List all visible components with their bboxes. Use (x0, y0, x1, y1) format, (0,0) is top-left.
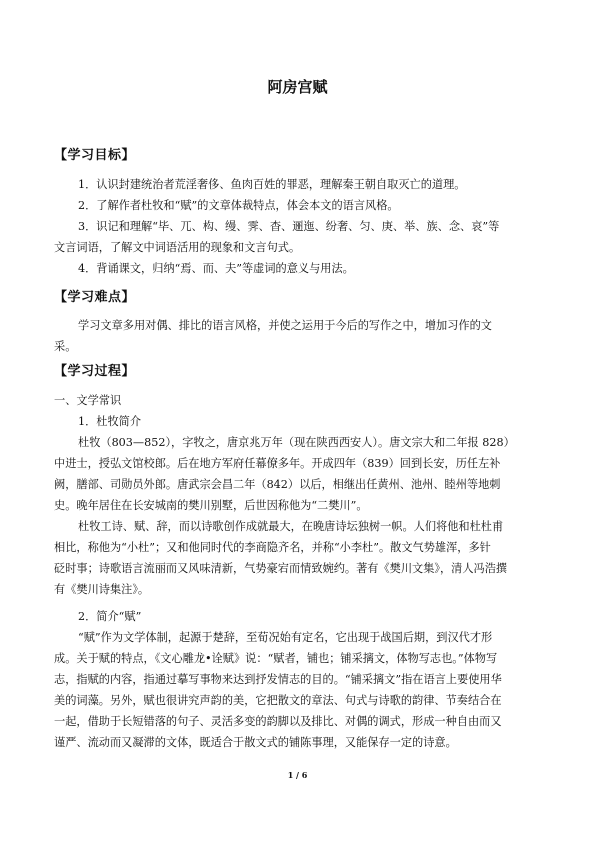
paragraph-line: 有《樊川诗集注》。 (54, 583, 150, 596)
difficulties-text: 学习文章多用对偶、排比的语言风格，并使之运用于今后的写作之中，增加习作的文 (78, 319, 492, 332)
difficulties-text-continuation: 采。 (54, 340, 77, 353)
paragraph-line: “赋”作为文学体制，起源于楚辞，至荀况始有定名，它出现于战国后期，到汉代才形 (78, 631, 493, 644)
paragraph-line: 阙，膳部、司勋员外郎。唐武宗会昌二年（842）以后，相继出任黄州、池州、睦州等地刺 (54, 478, 501, 491)
objective-item-continuation: 文言词语，了解文中词语活用的现象和文言句式。 (54, 241, 301, 254)
subsection-heading: 1．杜牧简介 (78, 415, 142, 428)
difficulties-heading: 【学习难点】 (54, 290, 136, 305)
paragraph-line: 史。晚年居住在长安城南的樊川别墅，后世因称他为“二樊川”。 (54, 499, 368, 512)
paragraph-line: 中进士，授弘文馆校郎。后在地方军府任幕僚多年。开成四年（839）回到长安，历任左补 (54, 457, 501, 470)
subsection-heading: 2．简介“赋” (78, 610, 142, 623)
paragraph-line: 杜牧工诗、赋、辞，而以诗歌创作成就最大，在晚唐诗坛独树一帜。人们将他和杜杜甫 (78, 520, 504, 533)
paragraph-line: 一起，借助于长短错落的句子、灵活多变的韵脚以及排比、对偶的调式，形成一种自由而又 (54, 715, 502, 728)
objective-item: 2．了解作者杜牧和“赋”的文章体裁特点，体会本文的语言风格。 (78, 199, 399, 212)
page-number: 1 / 6 (287, 770, 308, 780)
page-title: 阿房宫赋 (267, 78, 328, 96)
objective-item: 3．识记和理解“毕、兀、构、缦、霁、杳、逦迤、纷奢、匀、庚、举、族、念、哀”等 (78, 220, 500, 233)
objective-item: 4．背诵课文，归纳“焉、而、夫”等虚词的意义与用法。 (78, 262, 354, 275)
paragraph-line: 杜牧（803—852），字牧之，唐京兆万年（现在陕西西安人）。唐文宗大和二年报 828） (78, 436, 515, 449)
paragraph-line: 相比，称他为“小杜”；又和他同时代的李商隐齐名，并称“小李杜”。散文气势雄浑，多针 (54, 541, 491, 554)
paragraph-line: 成。关于赋的特点，《文心雕龙•诠赋》说：“赋者，铺也；铺采摛文，体物写志也。”体物写 (54, 652, 498, 665)
paragraph-line: 美的词藻。另外，赋也很讲究声韵的美，它把散文的章法、句式与诗歌的韵律、节奏结合在 (54, 694, 502, 707)
process-heading: 【学习过程】 (54, 364, 136, 379)
paragraph-line: 志，指赋的内容，指通过摹写事物来达到抒发情志的目的。“铺采摛文”指在语言上要使用华 (54, 673, 502, 686)
paragraph-line: 砭时事；诗歌语言流丽而又风味清新，气势豪宕而情致婉约。著有《樊川文集》，清人冯浩撰 (54, 562, 508, 575)
part-heading: 一、文学常识 (54, 394, 122, 407)
objectives-heading: 【学习目标】 (54, 148, 136, 163)
objective-item: 1．认识封建统治者荒淫奢侈、鱼肉百姓的罪恶，理解秦王朝自取灭亡的道理。 (78, 178, 466, 191)
paragraph-line: 谨严、流动而又凝滞的文体，既适合于散文式的铺陈事理，又能保存一定的诗意。 (54, 736, 457, 749)
